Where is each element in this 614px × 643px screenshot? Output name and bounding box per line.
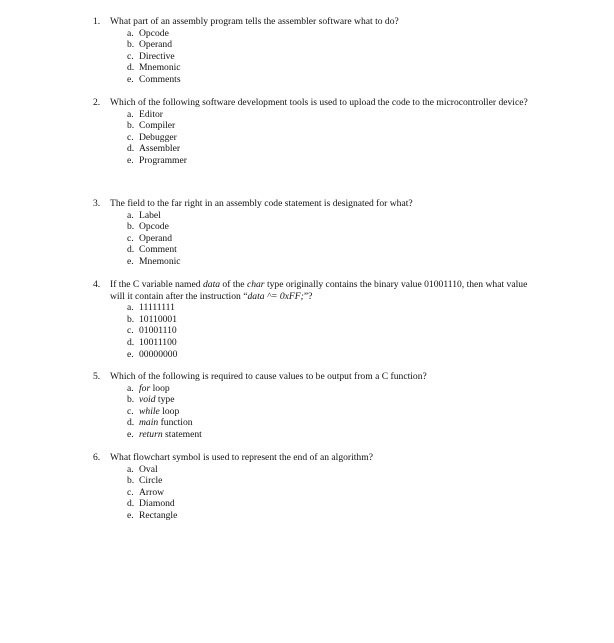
option-list: [127, 28, 533, 86]
option-letter: e.: [127, 73, 134, 85]
option-text: Mnemonic: [139, 255, 181, 267]
question-4: [93, 279, 533, 360]
option-list: [127, 464, 533, 522]
option-letter: d.: [127, 143, 135, 155]
option-text: Debugger: [139, 131, 177, 143]
option-text: Diamond: [139, 498, 175, 510]
code-instruction: data ^= 0xFF;: [247, 290, 304, 302]
option-letter: d.: [127, 336, 135, 348]
option-a: [127, 109, 533, 121]
option-letter: e.: [127, 255, 134, 267]
option-text: Comments: [139, 73, 181, 85]
option-b: [127, 475, 533, 487]
option-list: [127, 383, 533, 441]
option-text: Arrow: [139, 486, 165, 498]
option-text: Assembler: [139, 143, 181, 155]
option-text: loop: [150, 382, 170, 394]
option-c: [127, 132, 533, 144]
option-letter: a.: [127, 27, 134, 39]
option-b: [127, 394, 533, 406]
option-b: [127, 221, 533, 233]
question-number: 3.: [93, 198, 101, 209]
option-letter: c.: [127, 50, 134, 62]
question-5: [93, 371, 533, 441]
option-letter: d.: [127, 498, 135, 510]
option-text: Rectangle: [139, 509, 178, 521]
question-number: 6.: [93, 452, 101, 463]
option-letter: d.: [127, 62, 135, 74]
option-text: Opcode: [139, 221, 169, 233]
type-name: char: [246, 279, 265, 290]
option-text: statement: [162, 428, 202, 440]
question-text: Which of the following is required to cause values to be output from a C function?: [110, 371, 427, 382]
option-list: [127, 210, 533, 268]
option-text: Oval: [139, 463, 158, 475]
option-letter: a.: [127, 302, 134, 314]
option-letter: b.: [127, 39, 135, 51]
option-b: [127, 120, 533, 132]
option-d: [127, 244, 533, 256]
option-text: Mnemonic: [139, 62, 181, 74]
option-letter: b.: [127, 120, 135, 132]
option-b: [127, 314, 533, 326]
question-3: [93, 198, 533, 268]
option-a: [127, 464, 533, 476]
option-text: Operand: [139, 39, 173, 51]
option-letter: c.: [127, 325, 134, 337]
option-text: Comment: [139, 244, 177, 256]
option-a: [127, 302, 533, 314]
option-e: [127, 429, 533, 441]
option-letter: e.: [127, 509, 134, 521]
option-text: type: [155, 394, 175, 406]
option-letter: e.: [127, 154, 134, 166]
question-text-part: of the: [220, 279, 247, 290]
option-text: 10011100: [139, 336, 177, 348]
option-letter: a.: [127, 382, 134, 394]
option-text: 10110001: [139, 313, 178, 325]
option-text: 00000000: [139, 348, 178, 360]
question-text: What part of an assembly program tells the assembler software what to do?: [110, 16, 399, 27]
option-letter: d.: [127, 417, 135, 429]
option-letter: a.: [127, 108, 134, 120]
option-e: [127, 74, 533, 86]
option-d: [127, 143, 533, 155]
option-text: Directive: [139, 50, 175, 62]
option-text: Opcode: [139, 27, 169, 39]
option-d: [127, 498, 533, 510]
option-a: [127, 210, 533, 222]
option-c: [127, 325, 533, 337]
option-letter: e.: [127, 428, 134, 440]
option-e: [127, 256, 533, 268]
option-letter: b.: [127, 394, 135, 406]
option-text: Circle: [139, 475, 163, 487]
question-number: 2.: [93, 97, 101, 108]
option-letter: b.: [127, 221, 135, 233]
option-text: Compiler: [139, 120, 176, 132]
question-text: [110, 279, 533, 302]
option-text: Programmer: [139, 154, 187, 166]
question-number: 1.: [93, 16, 101, 27]
question-text-part: type originally contains the binary value 01001110, then what value will it contain after the instruction “: [110, 279, 528, 302]
option-letter: a.: [127, 209, 134, 221]
option-letter: a.: [127, 463, 134, 475]
question-number: 4.: [93, 279, 101, 290]
option-e: [127, 510, 533, 522]
option-text: Editor: [139, 108, 163, 120]
option-text: function: [158, 417, 193, 429]
option-letter: c.: [127, 232, 134, 244]
option-c: [127, 406, 533, 418]
option-b: [127, 39, 533, 51]
option-letter: b.: [127, 313, 135, 325]
question-text-part: If the C variable named: [110, 279, 203, 290]
option-a: [127, 383, 533, 395]
option-text: 11111111: [139, 302, 175, 314]
option-d: [127, 417, 533, 429]
option-keyword: main: [139, 417, 159, 429]
option-c: [127, 487, 533, 499]
option-c: [127, 51, 533, 63]
option-list: [127, 109, 533, 167]
question-text: What flowchart symbol is used to represent the end of an algorithm?: [110, 452, 373, 463]
question-number: 5.: [93, 371, 101, 382]
option-text: Operand: [139, 232, 173, 244]
question-2: [93, 97, 533, 167]
option-letter: e.: [127, 348, 134, 360]
option-d: [127, 337, 533, 349]
question-text-part: ”?: [303, 290, 313, 302]
option-e: [127, 349, 533, 361]
option-a: [127, 28, 533, 40]
option-d: [127, 62, 533, 74]
option-keyword: for: [139, 382, 151, 394]
question-1: [93, 16, 533, 86]
option-letter: c.: [127, 486, 134, 498]
question-text: The field to the far right in an assembly code statement is designated for what?: [110, 198, 413, 209]
option-letter: d.: [127, 244, 135, 256]
option-text: 01001110: [139, 325, 177, 337]
option-e: [127, 155, 533, 167]
option-keyword: while: [139, 405, 160, 417]
option-keyword: return: [139, 428, 163, 440]
option-letter: c.: [127, 131, 134, 143]
option-keyword: void: [139, 394, 156, 406]
option-letter: c.: [127, 405, 134, 417]
option-c: [127, 233, 533, 245]
option-text: Label: [139, 209, 161, 221]
question-text: Which of the following software development tools is used to upload the code to the microcontroller device?: [110, 97, 528, 108]
option-text: loop: [159, 405, 180, 417]
question-6: [93, 452, 533, 522]
option-letter: b.: [127, 475, 135, 487]
variable-name: data: [202, 279, 221, 290]
option-list: [127, 302, 533, 360]
